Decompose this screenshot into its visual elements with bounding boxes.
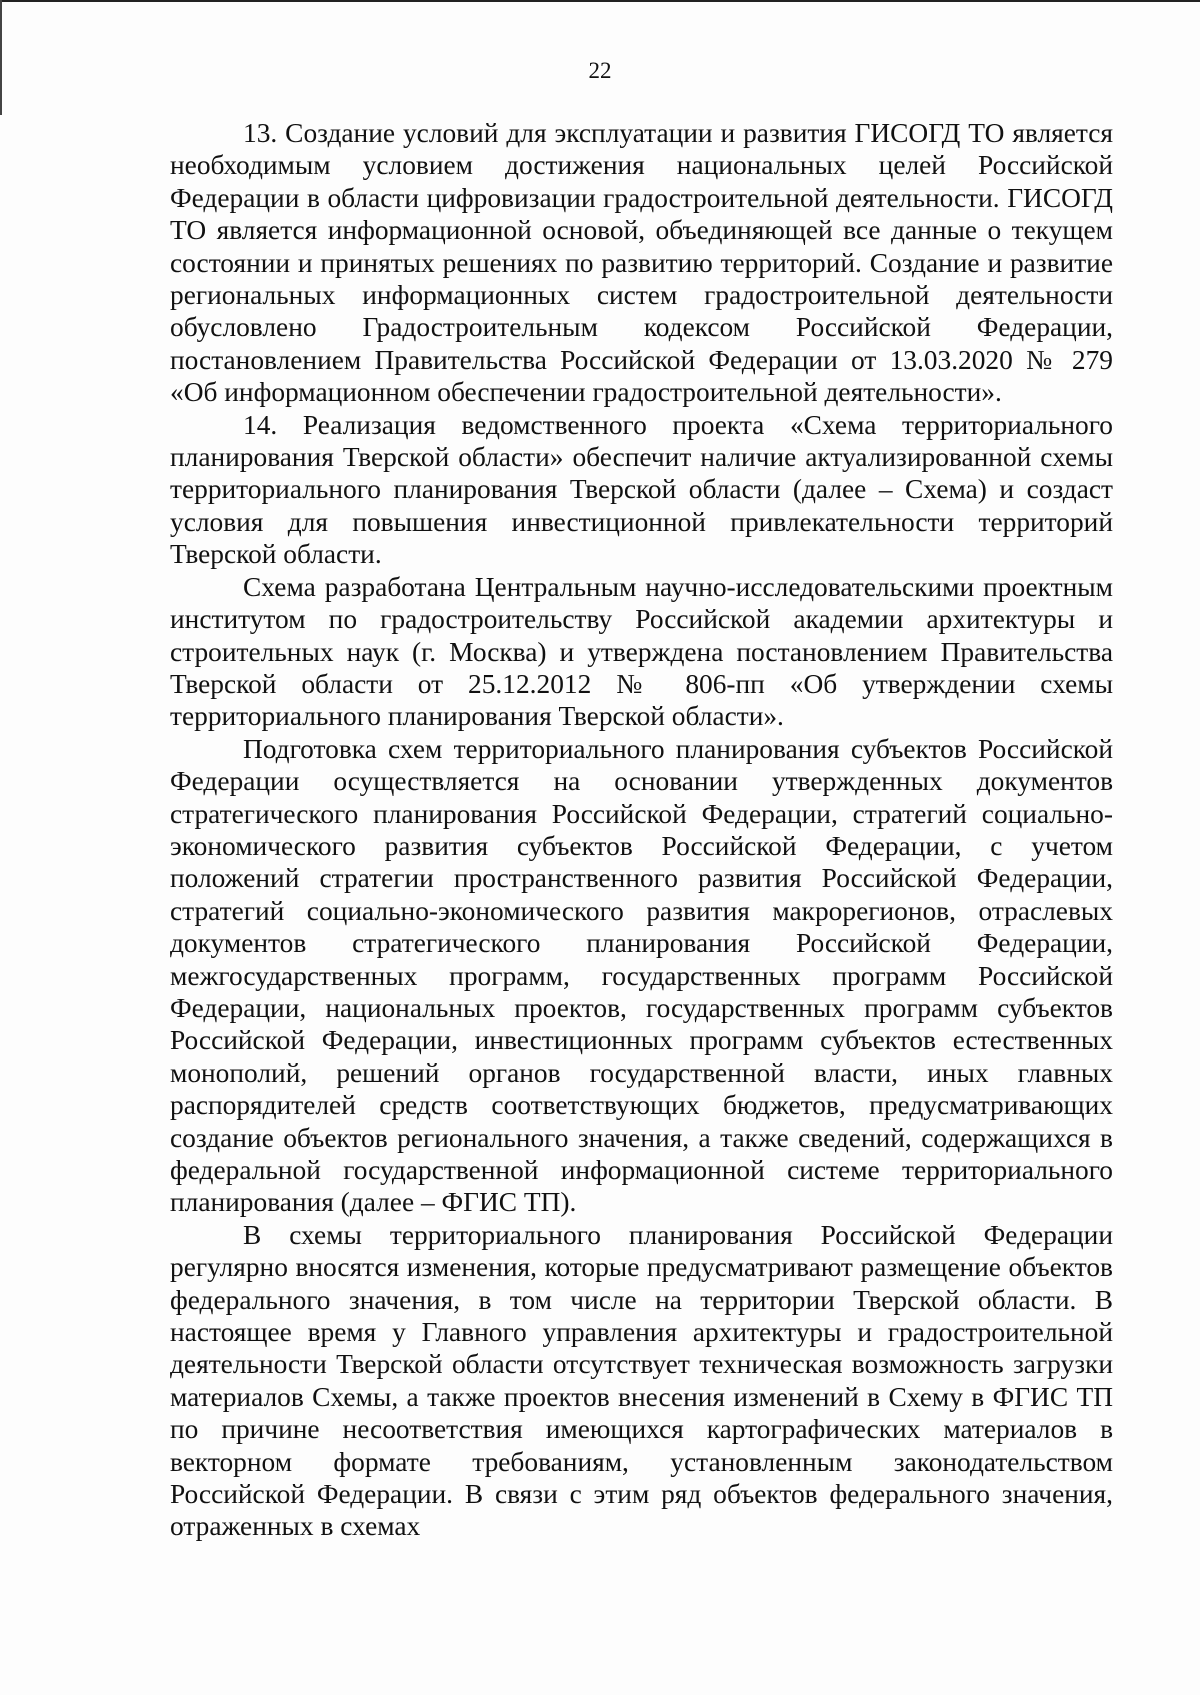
body-text <box>170 117 1113 1543</box>
scan-edge-top <box>0 0 1200 2</box>
paragraph-13: 13. Создание условий для эксплуатации и развития ГИСОГД ТО является необходимым условием достижения национальных целей Российской Федерации в области цифровизации градостроительной деятельности. ГИСОГД ТО является информационной основой, объединяющей все данные о текущем состоянии и принятых решениях по развитию территорий. Создание и развитие региональных информационных систем градостроительной деятельности обусловлено Градостроительным кодексом Российской Федерации, постановлением Правительства Российской Федерации от 13.03.2020 № 279 «Об информационном обеспечении градостроительной деятельности». <box>170 118 1113 408</box>
paragraph-scheme-preparation: Подготовка схем территориального планирования субъектов Российской Федерации осуществляется на основании утвержденных документов стратегического планирования Российской Федерации, стратегий социально-экономического развития субъектов Российской Федерации, с учетом положений стратегии пространственного развития Российской Федерации, стратегий социально-экономического развития макрорегионов, отраслевых документов стратегического планирования Российской Федерации, межгосударственных программ, государственных программ Российской Федерации, национальных проектов, государственных программ субъектов Российской Федерации, инвестиционных программ субъектов естественных монополий, решений органов государственной власти, иных главных распорядителей средств соответствующих бюджетов, предусматривающих создание объектов регионального значения, а также сведений, содержащихся в федеральной государственной информационной системе территориального планирования (далее – ФГИС ТП). <box>170 733 1113 1218</box>
paragraph-scheme-developer: Схема разработана Центральным научно-исследовательскими проектным институтом по градостроительству Российской академии архитектуры и строительных наук (г. Москва) и утверждена постановлением Правительства Тверской области от 25.12.2012 № 806-пп «Об утверждении схемы территориального планирования Тверской области». <box>170 571 1113 732</box>
paragraph-scheme-changes: В схемы территориального планирования Российской Федерации регулярно вносятся изменения, которые предусматривают размещение объектов федерального значения, в том числе на территории Тверской области. В настоящее время у Главного управления архитектуры и градостроительной деятельности Тверской области отсутствует техническая возможность загрузки материалов Схемы, а также проектов внесения изменений в Схему в ФГИС ТП по причине несоответствия имеющихся картографических материалов в векторном формате требованиям, установленным законодательством Российской Федерации. В связи с этим ряд объектов федерального значения, отраженных в схемах <box>170 1219 1113 1542</box>
paragraph-14: 14. Реализация ведомственного проекта «Схема территориального планирования Тверской области» обеспечит наличие актуализированной схемы территориального планирования Тверской области (далее – Схема) и создаст условия для повышения инвестиционной привлекательности территорий Тверской области. <box>170 409 1113 570</box>
page-number: 22 <box>588 58 612 83</box>
